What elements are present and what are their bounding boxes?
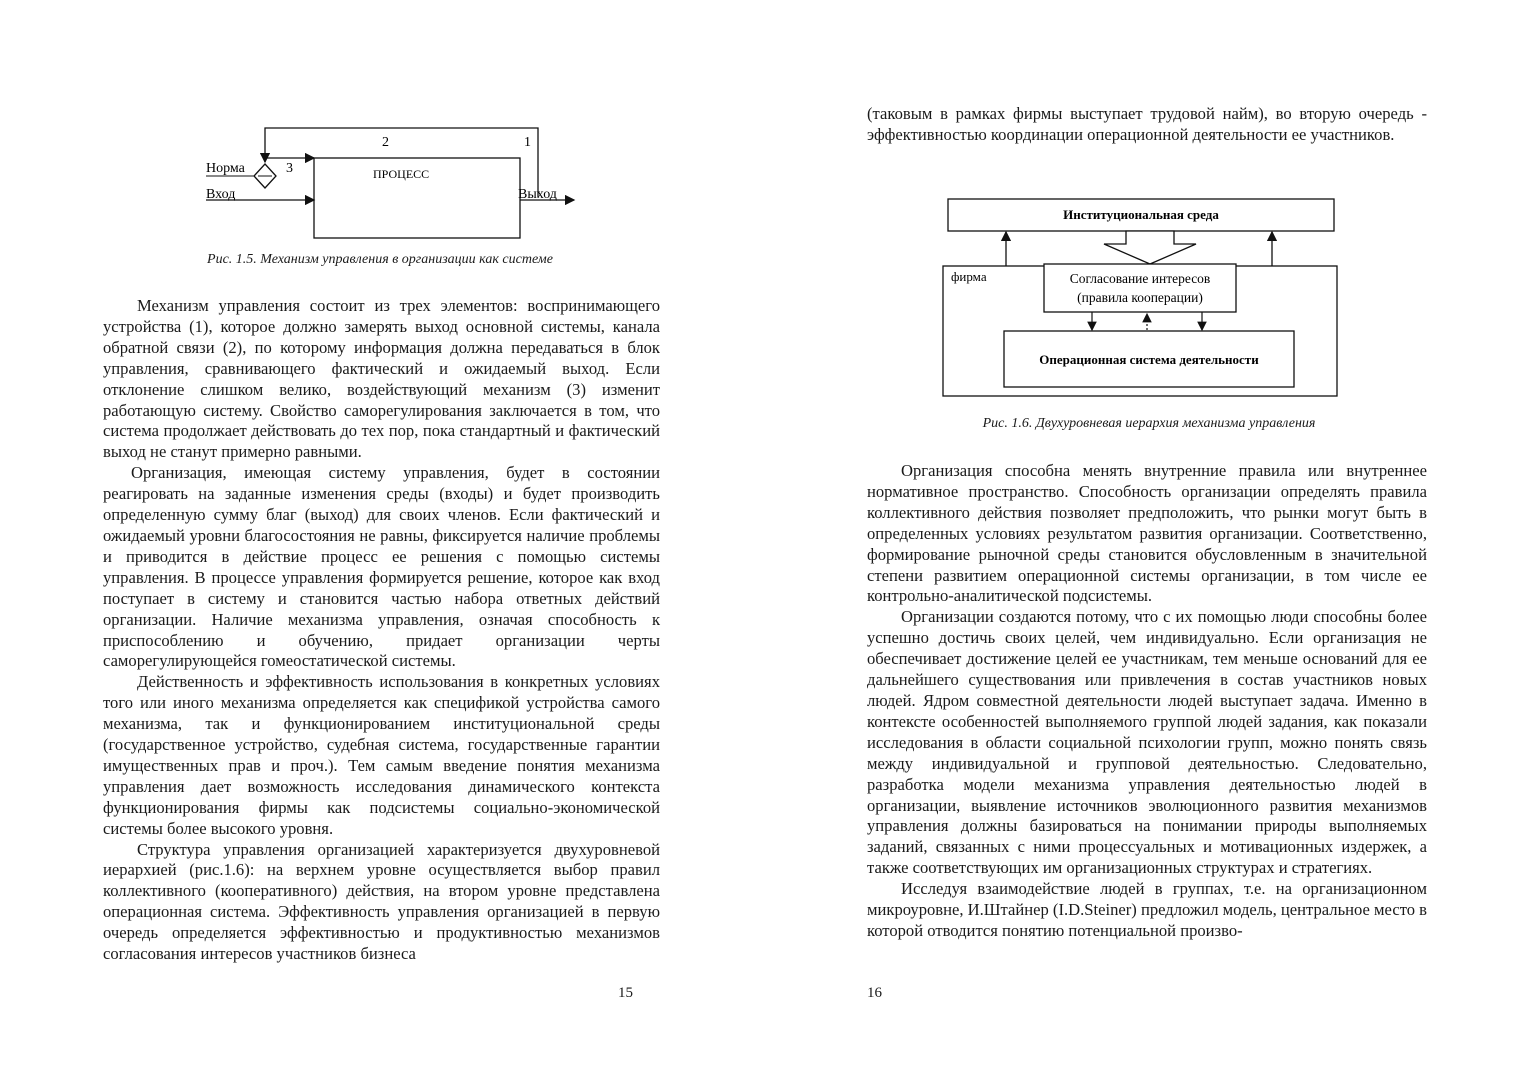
- left-page-text: [103, 296, 660, 965]
- paragraph: Структура управления организацией характеризуется двухуровневой иерархией (рис.1.6): на верхнем уровне осуществляется выбор правил коллективного (кооперативного) действия, на втором уровне представлена операционная система. Эффективность управления организацией в первую очередь определяется эффективностью и продуктивностью механизмов согласования интересов участников бизнеса: [103, 839, 660, 964]
- paragraph: Действенность и эффективность использования в конкретных условиях того или иного механизма определяется как спецификой устройства самого механизма, так и функционированием институциональной среды (государственное устройство, судебная система, государственные гарантии имущественных прав и проч.). Тем самым введение понятия механизма управления дает возможность исследования динамического контекста функционирования фирмы как подсистемы социально-экономической системы более высокого уровня.: [103, 672, 660, 838]
- control-mechanism-diagram: [200, 122, 590, 242]
- label-norma: Норма: [206, 161, 245, 176]
- paragraph: Организация способна менять внутренние правила или внутреннее нормативное пространство. Способность организации определять правила коллективного действия позволяет предположить, что рынки могут быть в определенных условиях результатом развития организации. Соответственно, формирование рыночной среды становится обусловленным в значительной степени развитием операционной системы организации, в том числе ее контрольно-аналитической подсистемы.: [867, 461, 1427, 606]
- label-3: 3: [286, 161, 293, 176]
- label-2: 2: [382, 135, 389, 150]
- right-page: [764, 0, 1528, 1080]
- right-page-text: [867, 461, 1427, 942]
- paragraph: Организация, имеющая систему управления, будет в состоянии реагировать на заданные изменения среды (входы) и будет производить определенную сумму благ (выход) для своих членов. Если фактический и ожидаемый уровни благосостояния не равны, фиксируется наличие проблемы и приводится в действие процесс ее решения с помощью системы управления. В процессе управления формируется решение, которое как вход поступает в систему и становится частью набора ответных действий организации. Наличие механизма управления, означая способность к приспособлению и обучению, придает организации черты саморегулирующейся гомеостатической системы.: [103, 463, 660, 671]
- hollow-down-arrow: [1104, 231, 1196, 264]
- two-level-hierarchy-diagram: [940, 196, 1350, 402]
- paragraph: Организации создаются потому, что с их помощью люди способны более успешно достичь своих целей, чем индивидуально. Если организация не обеспечивает достижение целей ее участникам, тем меньше оснований для ее дальнейшего существования или привлечения в состав участников новых людей. Ядром совместной деятельности людей выступает задача. Именно в контексте особенностей выполняемого группой людей задания, как показали исследования в области социальной психологии групп, можно понять связь между индивидуальной и групповой деятельностью. Следовательно, разработка модели механизма управления деятельностью людей в организации, выявление источников эволюционного развития механизмов управления должны базироваться на понимании природы выполняемых заданий, связанных с ними процессуальных и мотивационных издержек, а также соответствующих им организационных структурах и стратегиях.: [867, 607, 1427, 878]
- interests-agreement-label-2: (правила кооперации): [1077, 290, 1203, 305]
- operational-system-label: Операционная система деятельности: [1039, 352, 1259, 367]
- paragraph: Исследуя взаимодействие людей в группах, т.е. на организационном микроуровне, И.Штайнер (I.D.Steiner) предложил модель, центральное место в которой отводится понятию потенциальной произво-: [867, 879, 1428, 940]
- paragraph: (таковым в рамках фирмы выступает трудовой найм), во вторую очередь - эффективностью координации операционной деятельности ее участников.: [867, 104, 1427, 144]
- institutional-environment-label: Институциональная среда: [1063, 207, 1219, 222]
- label-1: 1: [524, 135, 531, 150]
- label-process: ПРОЦЕСС: [373, 167, 430, 181]
- page-number: 16: [867, 985, 882, 1001]
- figure-caption-1-6: Рис. 1.6. Двухуровневая иерархия механизма управления: [982, 416, 1316, 431]
- firm-label: фирма: [951, 269, 987, 284]
- label-vkhod: Вход: [206, 187, 236, 202]
- interests-agreement-label-1: Согласование интересов: [1069, 271, 1211, 286]
- figure-caption-1-5: Рис. 1.5. Механизм управления в организации как системе: [207, 252, 553, 267]
- paragraph: Механизм управления состоит из трех элементов: воспринимающего устройства (1), которое должно замерять выход основной системы, канала обратной связи (2), по которому информация должна передаваться в блок управления, сравнивающего фактический и ожидаемый выход. Если отклонение слишком велико, воздействующий механизм (3) изменит работающую систему. Свойство саморегулирования заключается в том, что система продолжает действовать до тех пор, пока стандартный и фактический выход не станут примерно равными.: [103, 296, 660, 462]
- label-vykhod: Выход: [518, 187, 557, 202]
- page-number: 15: [618, 985, 633, 1001]
- feedback-line: [265, 128, 538, 197]
- right-top-text: [867, 104, 1427, 146]
